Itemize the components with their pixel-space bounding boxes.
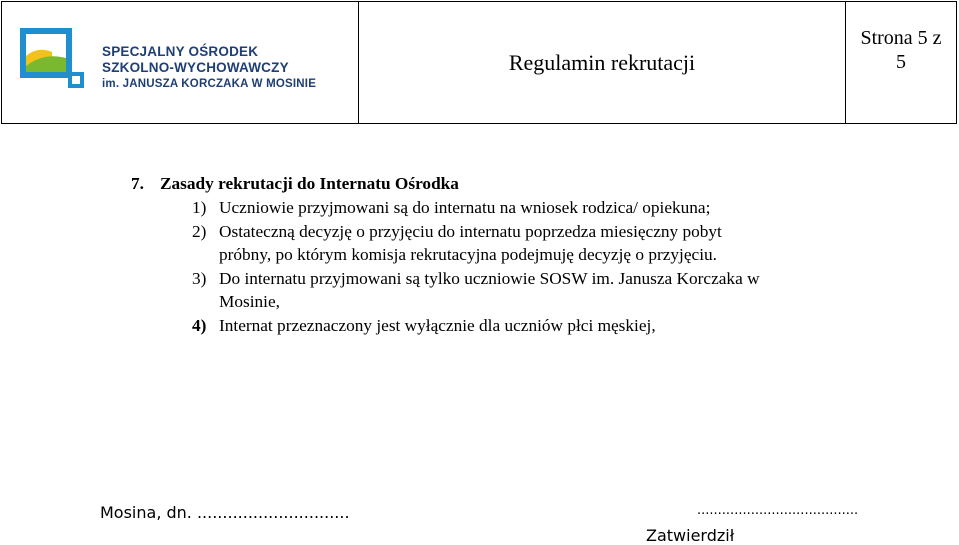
list-item-2-text-cont: próbny, po którym komisja rekrutacyjna podejmuję decyzję o przyjęciu. xyxy=(219,245,717,264)
document-title: Regulamin rekrutacji xyxy=(508,50,696,75)
list-item-2-text: Ostateczną decyzję o przyjęciu do internatu poprzedza miesięczny pobyt xyxy=(219,222,722,241)
list-item-1-text: Uczniowie przyjmowani są do internatu na wniosek rodzica/ opiekuna; xyxy=(219,198,711,217)
list-item-4-text: Internat przeznaczony jest wyłącznie dla uczniów płci męskiej, xyxy=(219,316,656,335)
logo-line-1: SPECJALNY OŚRODEK xyxy=(102,44,259,59)
page-indicator-line-1: Strona 5 z xyxy=(860,27,942,49)
list-item-3-number: 3) xyxy=(192,269,207,288)
place-date-line: Mosina, dn. .............................. xyxy=(100,503,350,522)
logo-line-2: SZKOLNO-WYCHOWAWCZY xyxy=(102,60,289,75)
approval-dots: ....................................... xyxy=(697,503,859,518)
list-item-3-text: Do internatu przyjmowani są tylko uczniowie SOSW im. Janusza Korczaka w xyxy=(219,269,760,288)
approval-label: Zatwierdził xyxy=(646,526,735,545)
list-item-2-number: 2) xyxy=(192,222,207,241)
list-item-1-number: 1) xyxy=(192,198,207,217)
list-item-3-text-cont: Mosinie, xyxy=(219,292,280,311)
page-indicator-line-2: 5 xyxy=(896,51,906,73)
list-item-4-number: 4) xyxy=(192,316,207,335)
section-title: Zasady rekrutacji do Internatu Ośrodka xyxy=(160,174,459,193)
logo-line-3: im. JANUSZA KORCZAKA W MOSINIE xyxy=(102,78,317,90)
section-number: 7. xyxy=(131,174,144,193)
